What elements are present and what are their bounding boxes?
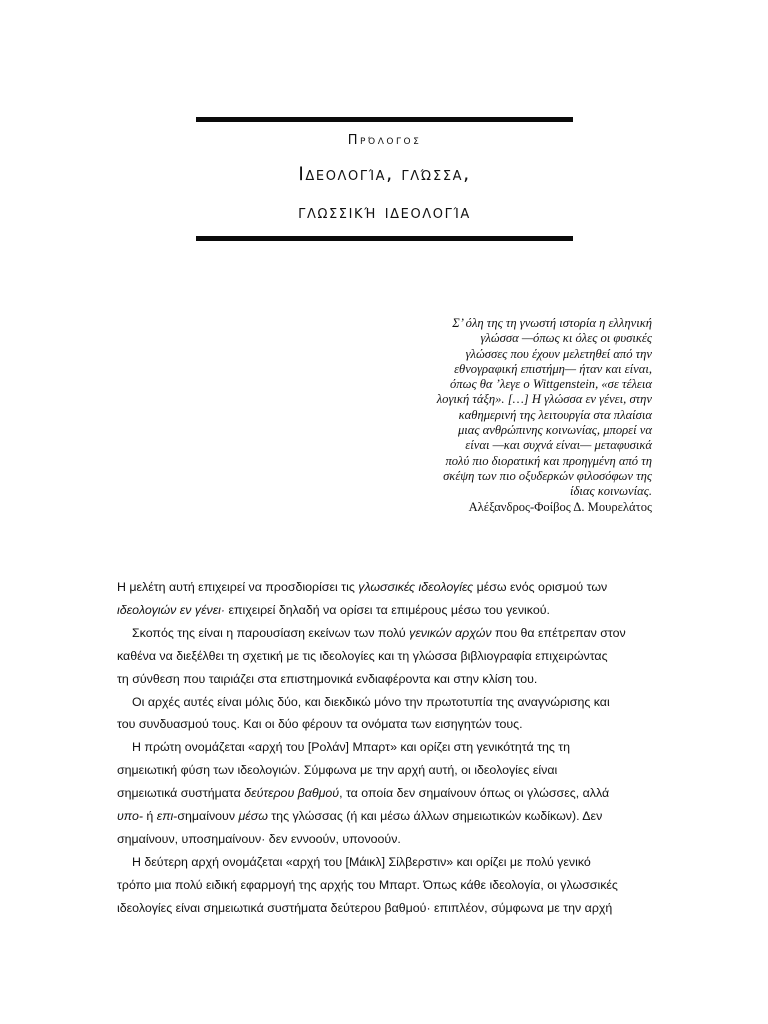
text-run: μέσω ενός ορισμού των (473, 580, 608, 594)
epigraph-line: εθνογραφική επιστήμη— ήταν και είναι, (454, 361, 652, 376)
emphasis-text: γλωσσικές ιδεολογίες (358, 580, 474, 594)
text-run: Η δεύτερη αρχή ονομάζεται «αρχή του [Μάικλ] Σίλβερστιν» και ορίζει με πολύ γενικό (132, 854, 591, 869)
epigraph-line: είναι —και συχνά είναι— μεταφυσικά (465, 438, 652, 453)
text-run: , τα οποία δεν σημαίνουν όπως οι γλώσσες, αλλά (339, 786, 610, 801)
text-run: -σημαίνουν (173, 809, 239, 824)
text-run: τρόπο μια πολύ ειδική εφαρμογή της αρχής του Μπαρτ. Όπως κάθε ιδεολογία, οι γλωσσικές (117, 877, 618, 892)
body-line (117, 897, 647, 920)
body-line (117, 851, 647, 874)
text-run: σημειωτικά συστήματα (117, 786, 245, 801)
body-line (117, 782, 647, 805)
chapter-kicker: Πρόλογος (347, 133, 422, 148)
text-run: που θα επέτρεπαν στον (491, 625, 626, 640)
emphasis-text: ιδεολογιών εν γένει· (117, 602, 226, 617)
body-line (117, 691, 647, 714)
epigraph-line: μιας ανθρώπινης κοινωνίας, μπορεί να (457, 423, 652, 438)
body-line (117, 713, 647, 736)
body-text (117, 576, 647, 920)
emphasis-text: μέσω (238, 809, 268, 824)
text-run: Σκοπός της είναι η παρουσίαση εκείνων των πολύ (132, 625, 410, 640)
text-run: σημαίνουν, υποσημαίνουν· δεν εννοούν, υπονοούν. (117, 831, 401, 846)
body-line (117, 805, 647, 828)
epigraph-line: ίδιας κοινωνίας. (569, 484, 652, 499)
body-line (117, 828, 647, 851)
body-line (117, 622, 647, 645)
text-run: τη σύνθεση που ταιριάζει στα επιστημονικά ενδιαφέροντα και στην κλίση του. (117, 671, 538, 686)
epigraph-quote (400, 316, 652, 500)
emphasis-text: επι (156, 809, 174, 824)
text-run: Οι αρχές αυτές είναι μόλις δύο, και διεκδικώ μόνο την πρωτοτυπία της αναγνώρισης και (132, 694, 610, 709)
text-run: Η μελέτη αυτή επιχειρεί να προσδιορίσει τις (117, 580, 359, 594)
header-rule-bottom (196, 236, 573, 241)
epigraph-line: σκέψη των πιο οξυδερκών φιλοσόφων της (443, 468, 652, 483)
body-line (117, 668, 647, 691)
body-line (117, 759, 647, 782)
epigraph-line: πολύ πιο διορατική και προηγμένη από τη (445, 453, 652, 468)
epigraph-author: Αλέξανδρος-Φοίβος Δ. Μουρελάτος (468, 499, 652, 514)
chapter-title-line-2: γλωσσική ιδεολογία (298, 201, 471, 223)
emphasis-text: δεύτερου βαθμού (244, 786, 340, 801)
text-run: της γλώσσας (ή και μέσω άλλων σημειωτικών κωδίκων). Δεν (267, 809, 603, 824)
epigraph-line: γλώσσα —όπως κι όλες οι φυσικές (480, 331, 652, 346)
text-run: καθένα να διεξέλθει τη σχετική με τις ιδεολογίες και τη γλώσσα βιβλιογραφία επιχειρώντας (117, 648, 608, 663)
text-run: ιδεολογίες είναι σημειωτικά συστήματα δεύτερου βαθμού· επιπλέον, σύμφωνα με την αρχή (117, 900, 613, 915)
body-line (117, 645, 647, 668)
emphasis-text: γενικών αρχών (409, 625, 492, 640)
text-run: Η πρώτη ονομάζεται «αρχή του [Ρολάν] Μπαρτ» και ορίζει στη γενικότητά της τη (132, 740, 571, 755)
text-run: σημειωτική φύση των ιδεολογιών. Σύμφωνα με την αρχή αυτή, οι ιδεολογίες είναι (117, 763, 558, 778)
epigraph (400, 316, 652, 515)
epigraph-line: Σ’ όλη της τη γνωστή ιστορία η ελληνική (452, 316, 652, 330)
chapter-title-line-1: Ιδεολογία, γλώσσα, (298, 163, 471, 185)
body-line (117, 576, 647, 599)
epigraph-line: λογική τάξη». […] Η γλώσσα εν γένει, στην (436, 392, 652, 407)
text-run: ή (142, 809, 157, 824)
text-run: επιχειρεί δηλαδή να ορίσει τα επιμέρους μέσω του γενικού. (225, 602, 550, 617)
body-line (117, 599, 647, 622)
body-line (117, 736, 647, 759)
emphasis-text: υπο- (117, 809, 143, 824)
body-line (117, 874, 647, 897)
text-run: του συνδυασμού τους. Και οι δύο φέρουν τα ονόματα των εισηγητών τους. (117, 717, 523, 732)
epigraph-line: καθημερινή της λειτουργία στα πλαίσια (458, 407, 652, 422)
epigraph-line: όπως θα ’λεγε ο Wittgenstein, «σε τέλεια (449, 377, 652, 392)
epigraph-line: γλώσσες που έχουν μελετηθεί από την (465, 346, 652, 361)
header-rule-top (196, 117, 573, 122)
